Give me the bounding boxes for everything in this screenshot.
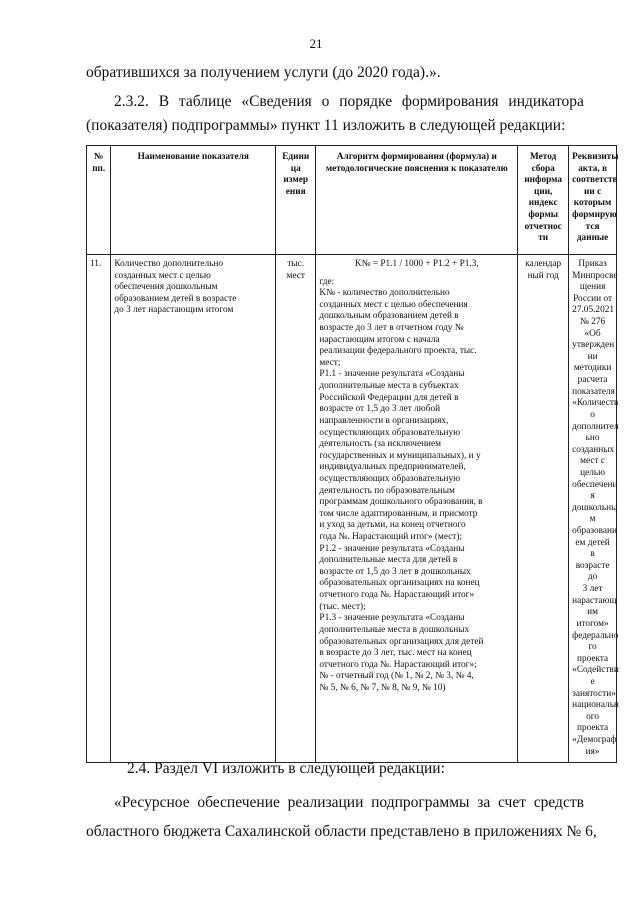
word: средств bbox=[533, 794, 584, 811]
cell-algorithm bbox=[316, 255, 518, 763]
word: «Сведения bbox=[241, 93, 312, 110]
word: о bbox=[321, 93, 330, 110]
paragraph-2-3-2-line1 bbox=[114, 93, 584, 111]
paragraph-2-4: 2.4. Раздел VI изложить в следующей редакции: bbox=[127, 760, 445, 777]
word: порядке bbox=[339, 93, 393, 110]
word: формирования bbox=[401, 93, 499, 110]
word: обеспечение bbox=[197, 794, 280, 811]
paragraph-resources-line1 bbox=[114, 794, 584, 812]
word: реализации bbox=[287, 794, 364, 811]
indicator-table bbox=[86, 145, 617, 763]
page-number: 21 bbox=[309, 36, 323, 51]
table-row bbox=[87, 255, 617, 763]
word: таблице bbox=[178, 93, 232, 110]
word: счет bbox=[497, 794, 526, 811]
paragraph-ending: обратившихся за получением услуги (до 2020 года).». bbox=[86, 64, 441, 81]
word: 2.3.2. bbox=[114, 93, 149, 110]
cell-requisites: Приказ Минпросве щения России от 27.05.2021 № 276 «Об утвержден ии методики расчета показателя «Количеств о дополнител ьно созданных мест с целью обеспечени я дошкольны м образовани ем детей в возрасте до 3 лет нарастающ им итогом» федерально го проекта «Содействи е занятости» национальн ого проекта «Демограф ия» bbox=[569, 255, 617, 763]
cell-number: 11. bbox=[87, 255, 111, 763]
header-requisites: Реквизиты акта, в соответств ии с которым формирую тся данные bbox=[569, 146, 617, 255]
header-unit: Едини ца измер ения bbox=[276, 146, 316, 255]
header-method: Метод сбора информа ции, индекс формы отчетнос ти bbox=[518, 146, 569, 255]
table-header-row bbox=[87, 146, 617, 255]
header-algorithm: Алгоритм формирования (формула) и методологические пояснения к показателю bbox=[316, 146, 518, 255]
cell-name: Количество дополнительно созданных мест с целью обеспечения дошкольным образованием детей в возрасте до 3 лет нарастающим итогом bbox=[111, 255, 276, 763]
word: за bbox=[477, 794, 491, 811]
word: «Ресурсное bbox=[114, 794, 190, 811]
cell-unit: тыс. мест bbox=[276, 255, 316, 763]
algorithm-text: где: K№ - количество дополнительно созданных мест с целью обеспечения дошкольным образованием детей в возрасте до 3 лет в отчетном году № нарастающим итогом с начала реализации федерального проекта, тыс. мест; P1.1 - значение результата «Созданы дополнительные места в субъектах Российской Федерации для детей в возрасте от 1,5 до 3 лет любой направленности в организациях, осуществляющих образовательную деятельность (за исключением государственных и муниципальных), и у индивидуальных предпринимателей, осуществляющих образовательную деятельность по образовательным программам дошкольного образования, в том числе адаптированным, и присмотр и уход за детьми, на конец отчетного года №. Нарастающий итог» (мест); P1.2 - значение результата «Созданы дополнительные места для детей в возрасте от 1,5 до 3 лет в дошкольных образовательных организациях на конец отчетного года №. Нарастающий итог» (тыс. мест); P1.3 - значение результата «Созданы дополнительные места в дошкольных образовательных организациях для детей в возрасте до 3 лет, тыс. мест на конец отчетного года №. Нарастающий итог»; № - отчетный год (№ 1, № 2, № 3, № 4, № 5, № 6, № 7, № 8, № 9, № 10) bbox=[319, 276, 484, 693]
word: В bbox=[158, 93, 170, 110]
paragraph-2-3-2-line2: (показателя) подпрограммы» пункт 11 изложить в следующей редакции: bbox=[86, 117, 566, 134]
word: подпрограммы bbox=[371, 794, 470, 811]
paragraph-resources-line2: областного бюджета Сахалинской области представлено в приложениях № 6, bbox=[86, 823, 597, 840]
formula: K№ = P1.1 / 1000 + P1.2 + P1.3, bbox=[354, 259, 479, 269]
cell-method: календар ный год bbox=[518, 255, 569, 763]
header-name: Наименование показателя bbox=[111, 146, 276, 255]
header-number: № пп. bbox=[87, 146, 111, 255]
word: индикатора bbox=[508, 93, 584, 110]
